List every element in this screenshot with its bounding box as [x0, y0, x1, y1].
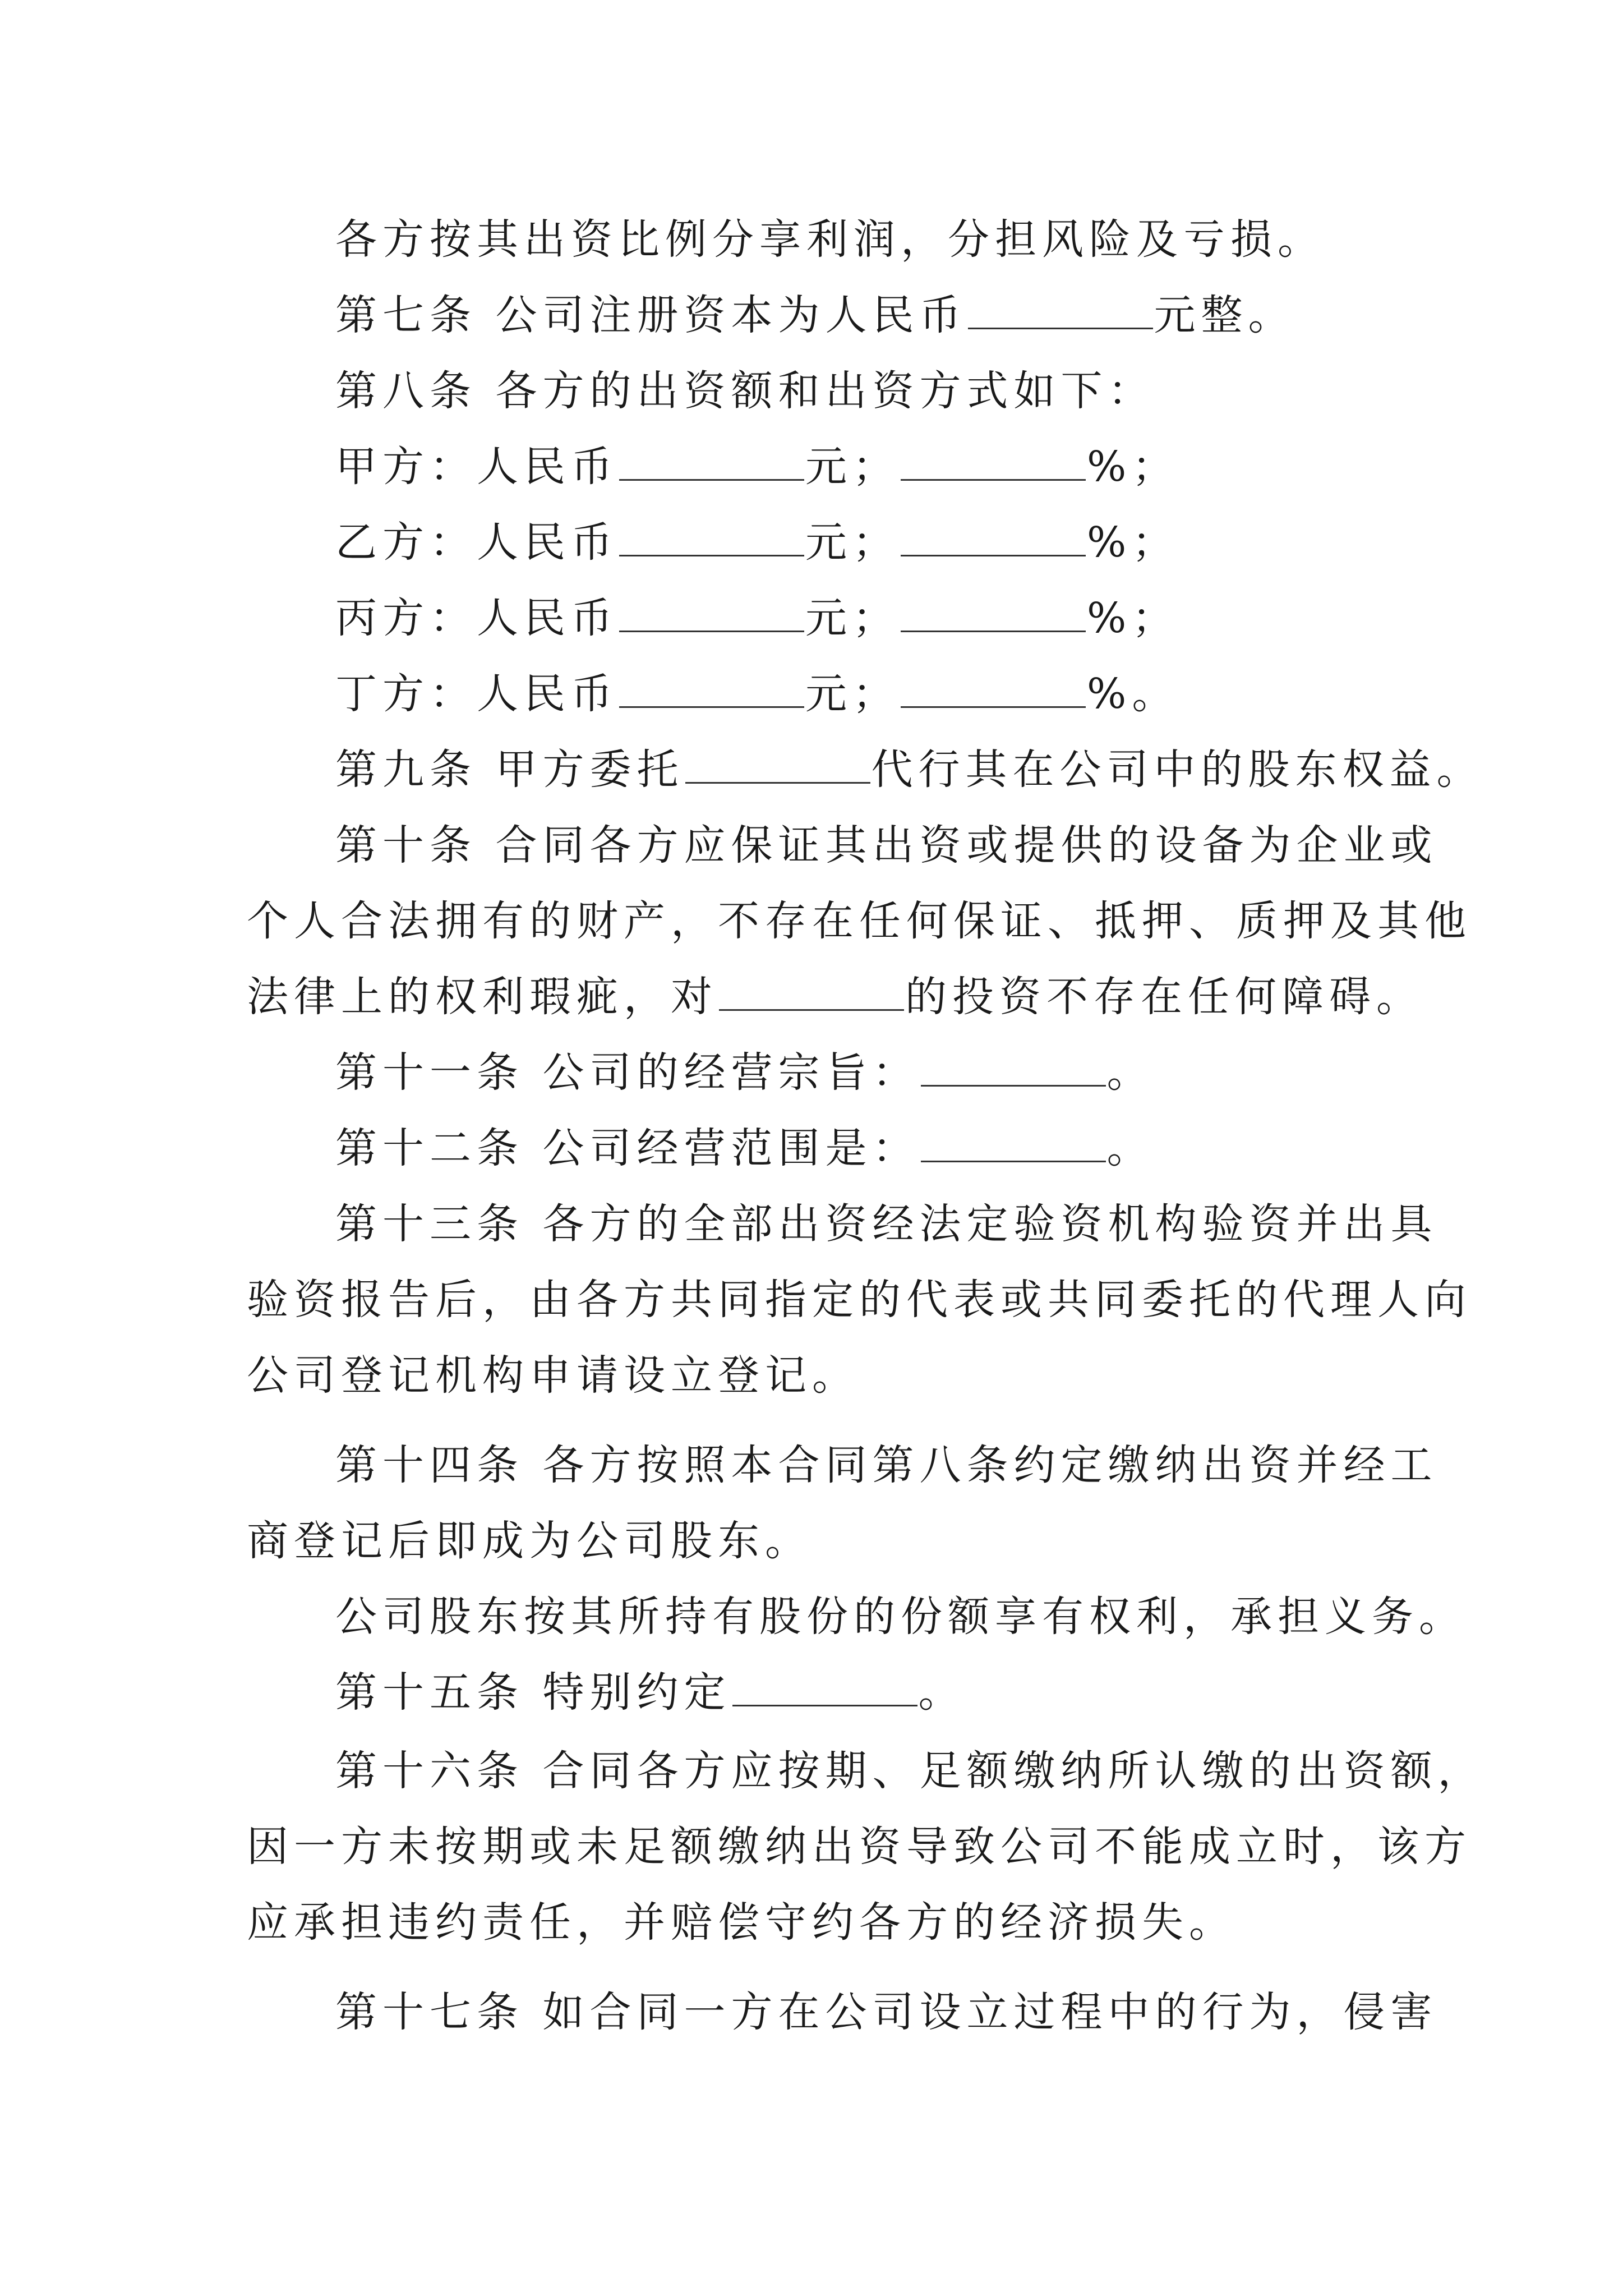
text: 元；	[805, 443, 900, 491]
article-14-line-1	[247, 1428, 1513, 1503]
text: 第十七条 如合同一方在公司设立过程中的行为，侵害	[335, 1988, 1438, 2036]
text: 丁方：人民币	[335, 670, 618, 718]
article-8	[247, 353, 1513, 429]
blank-field[interactable]	[921, 1046, 1106, 1087]
article-16-line-2	[247, 1809, 1472, 1885]
text: 的投资不存在任何障碍。	[905, 973, 1423, 1021]
text: 。	[918, 1668, 966, 1717]
blank-field[interactable]	[901, 516, 1086, 556]
text: 。	[1106, 1048, 1154, 1097]
blank-field[interactable]	[901, 440, 1086, 481]
blank-field[interactable]	[901, 591, 1086, 632]
text: 第九条 甲方委托	[335, 746, 684, 794]
article-12	[247, 1111, 1513, 1186]
shareholder-rights	[247, 1579, 1513, 1655]
text: 元；	[805, 670, 900, 718]
blank-field[interactable]	[685, 743, 870, 784]
text: 个人合法拥有的财产，不存在任何保证、抵押、质押及其他	[247, 897, 1472, 945]
article-10-line-1	[247, 808, 1513, 884]
party-d-contribution	[247, 656, 1513, 732]
article-10-line-2	[247, 884, 1472, 959]
text: 第十条 合同各方应保证其出资或提供的设备为企业或	[335, 821, 1438, 869]
text: 。	[1106, 1124, 1154, 1172]
blank-field[interactable]	[968, 288, 1153, 329]
article-17-line-1	[247, 1975, 1513, 2050]
text: 验资报告后，由各方共同指定的代表或共同委托的代理人向	[247, 1276, 1472, 1324]
text: 第十六条 合同各方应按期、足额缴纳所认缴的出资额，	[335, 1747, 1485, 1795]
blank-field[interactable]	[719, 970, 904, 1011]
text: 公司登记机构申请设立登记。	[247, 1351, 859, 1400]
party-c-contribution	[247, 581, 1513, 656]
article-13-line-2	[247, 1262, 1472, 1338]
paragraph-profit-sharing	[247, 202, 1513, 278]
text: 代行其在公司中的股东权益。	[871, 746, 1484, 794]
article-15	[247, 1655, 1513, 1731]
text: 应承担违约责任，并赔偿守约各方的经济损失。	[247, 1898, 1236, 1947]
text: %。	[1087, 670, 1179, 718]
text: 第十一条 公司的经营宗旨：	[335, 1048, 920, 1097]
text: 元；	[805, 594, 900, 642]
party-b-contribution	[247, 505, 1513, 581]
text: %；	[1087, 518, 1179, 567]
text: 元；	[805, 518, 900, 567]
article-16-line-1	[247, 1733, 1513, 1809]
text: 第十五条 特别约定	[335, 1668, 731, 1717]
article-14-line-2	[247, 1503, 1424, 1579]
text: 因一方未按期或未足额缴纳出资导致公司不能成立时，该方	[247, 1823, 1472, 1871]
article-13-line-1	[247, 1186, 1513, 1262]
article-16-line-3	[247, 1885, 1424, 1961]
text: 商登记后即成为公司股东。	[247, 1517, 812, 1565]
blank-field[interactable]	[619, 440, 804, 481]
text: 丙方：人民币	[335, 594, 618, 642]
text: 甲方：人民币	[335, 443, 618, 491]
party-a-contribution	[247, 429, 1513, 505]
blank-field[interactable]	[901, 667, 1086, 708]
text: %；	[1087, 594, 1179, 642]
text: %；	[1087, 443, 1179, 491]
text: 元整。	[1154, 291, 1295, 339]
blank-field[interactable]	[732, 1665, 917, 1706]
article-10-line-3	[247, 959, 1424, 1035]
article-13-line-3	[247, 1338, 1424, 1414]
blank-field[interactable]	[921, 1121, 1106, 1162]
article-9	[247, 732, 1513, 808]
text: 法律上的权利瑕疵，对	[247, 973, 718, 1021]
text: 乙方：人民币	[335, 518, 618, 567]
text: 各方按其出资比例分享利润，分担风险及亏损。	[335, 215, 1325, 264]
text: 第十三条 各方的全部出资经法定验资机构验资并出具	[335, 1200, 1438, 1248]
article-11	[247, 1035, 1513, 1111]
blank-field[interactable]	[619, 591, 804, 632]
article-7	[247, 278, 1513, 353]
blank-field[interactable]	[619, 667, 804, 708]
text: 第八条 各方的出资额和出资方式如下：	[335, 367, 1155, 415]
blank-field[interactable]	[619, 516, 804, 556]
text: 第十二条 公司经营范围是：	[335, 1124, 920, 1172]
text: 第七条 公司注册资本为人民币	[335, 291, 967, 339]
text: 公司股东按其所持有股份的份额享有权利，承担义务。	[335, 1593, 1466, 1641]
text: 第十四条 各方按照本合同第八条约定缴纳出资并经工	[335, 1441, 1438, 1489]
